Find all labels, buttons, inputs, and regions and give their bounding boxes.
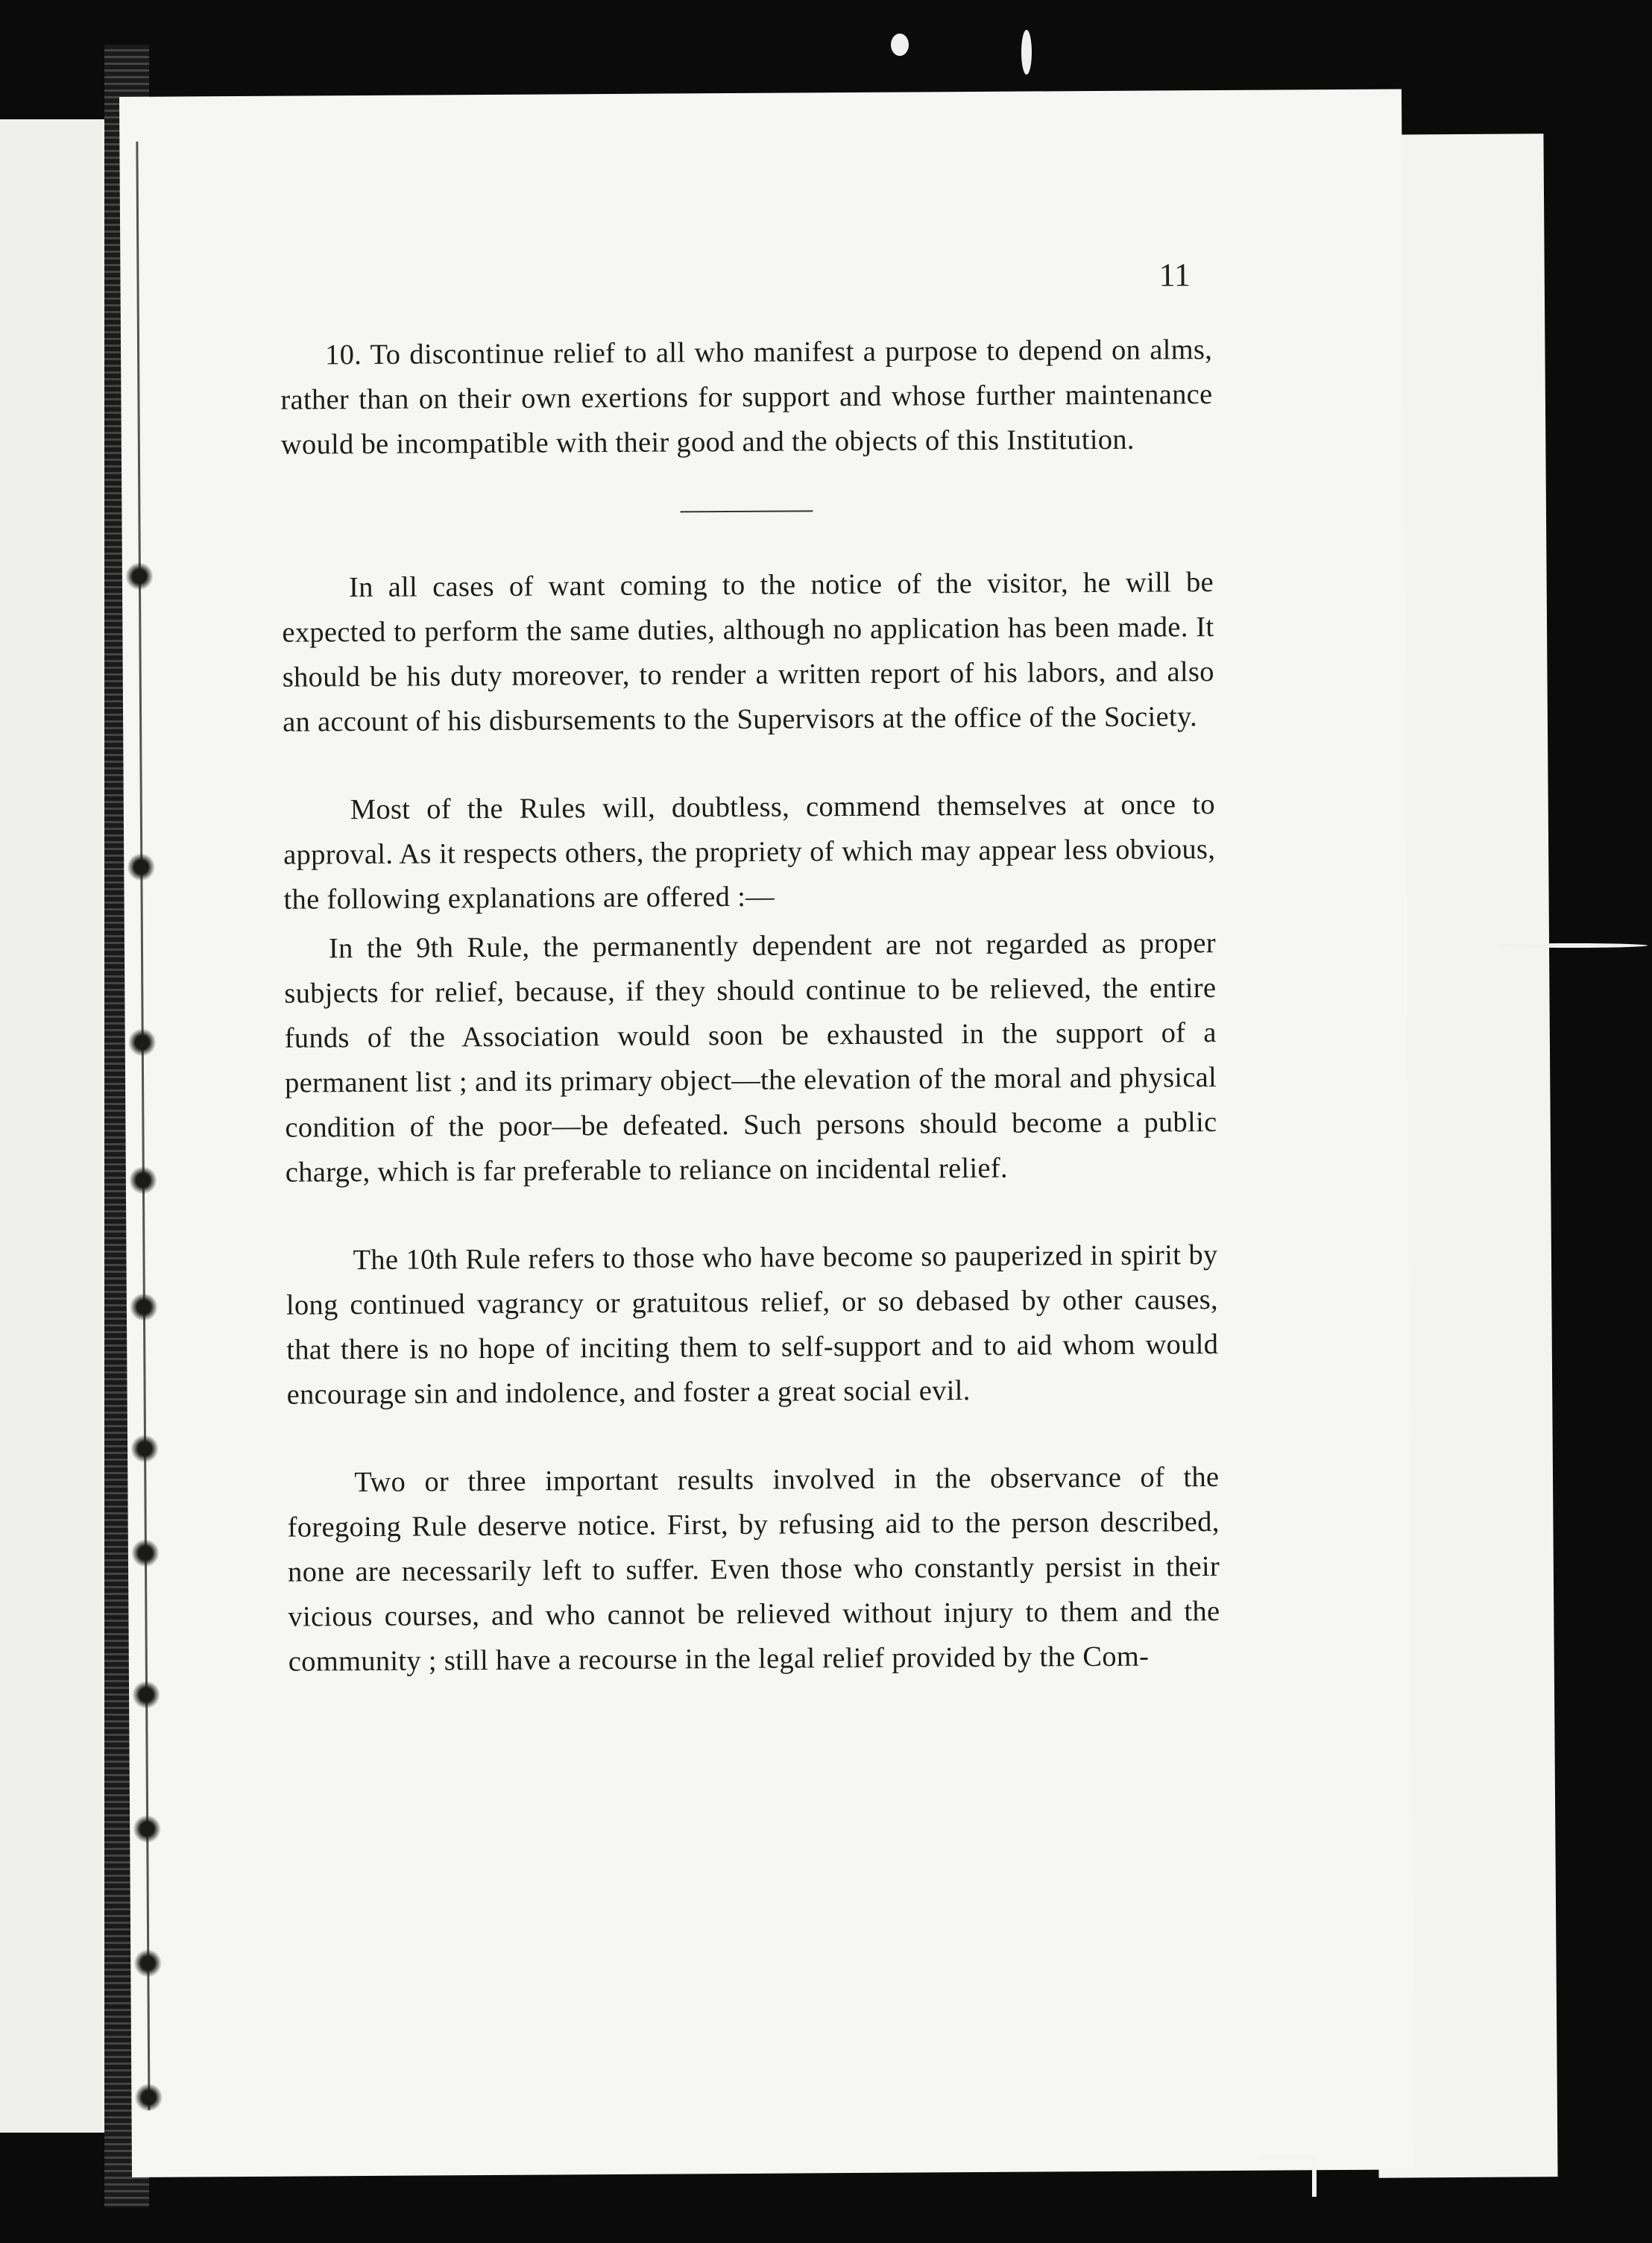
page-number: 11: [1158, 257, 1191, 294]
binding-stitch: [133, 2080, 164, 2115]
binding-stitch: [130, 1678, 162, 1712]
explanations-intro-paragraph: Most of the Rules will, doubtless, commend themselves at once to approval. As it respects others, the propriety of which may appear less obvious, the following explanations are offered :—: [283, 789, 1216, 916]
page-body: [280, 327, 1220, 1684]
results-paragraph: Two or three important results involved in the observance of the foregoing Rule deserve notice. First, by refusing aid to the person described, none are necessarily left to suffer. Even those who constantly persist in their vicious courses, and who cannot be relieved without injury to them and the community ; still have a recourse in the legal relief provided by the Com-: [287, 1462, 1220, 1678]
binding-stitch: [132, 1946, 163, 1981]
scan-speck: [891, 34, 909, 56]
rule-9-explanation-paragraph: In the 9th Rule, the permanently dependent are not regarded as proper subjects for relief, because, if they should continue to be relieved, the entire funds of the Association would soon be exhausted in the support of a permanent list ; and its primary object—the elevation of the moral and physical condition of the poor—be defeated. Such persons should become a public charge, which is far preferable to reliance on incidental relief.: [284, 928, 1217, 1189]
rule-10-explanation-paragraph: The 10th Rule refers to those who have become so pauperized in spirit by long continued vagrancy or gratuitous relief, or so debased by other causes, that there is no hope of inciting them to self-support and to aid whom would encourage sin and indolence, and foster a great social evil.: [286, 1239, 1219, 1411]
binding-stitch: [127, 1163, 159, 1198]
scan-speck: [1498, 943, 1648, 948]
binding-stitch: [125, 850, 157, 884]
binding-stitch: [129, 1432, 160, 1466]
scan-corner-mark: [1260, 2155, 1317, 2197]
section-divider: [680, 510, 813, 512]
binding-stitch: [127, 1025, 158, 1060]
binding-stitch: [124, 559, 155, 594]
binding-stitch: [128, 1290, 160, 1324]
binding-stitch: [130, 1536, 161, 1570]
book-page: [119, 89, 1414, 2177]
binding-stitch: [131, 1812, 163, 1846]
scan-speck: [1021, 30, 1032, 75]
rule-10-paragraph: 10. To discontinue relief to all who manifest a purpose to depend on alms, rather than on their own exertions for support and whose further maintenance would be incompatible with their good and the objects of this Institution.: [280, 334, 1213, 461]
visitor-duties-paragraph: In all cases of want coming to the notice of the visitor, he will be expected to perform the same duties, although no application has been made. It should be his duty moreover, to render a written report of his labors, and also an account of his disbursements to the Supervisors at the office of the Society.: [282, 567, 1214, 738]
